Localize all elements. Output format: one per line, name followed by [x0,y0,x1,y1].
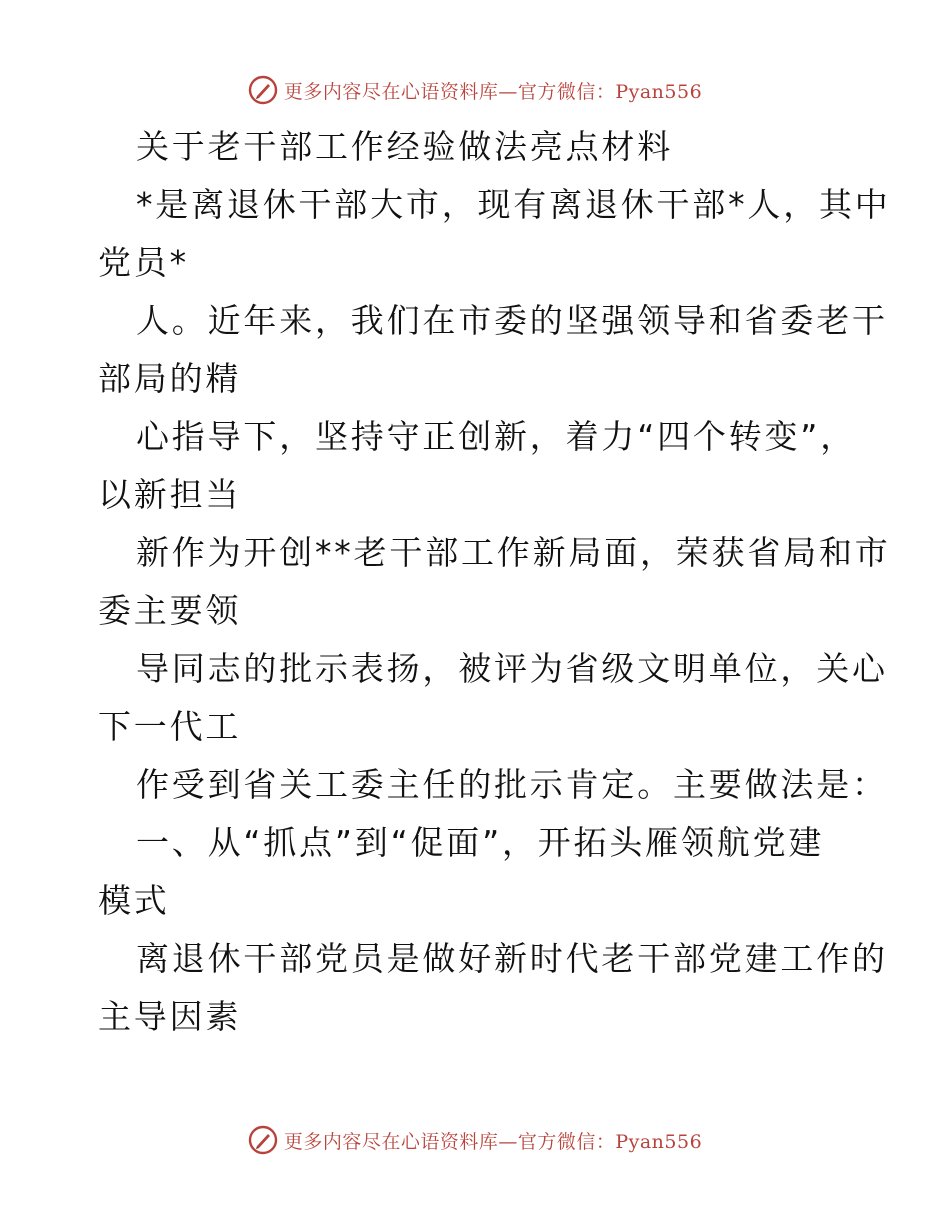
header-watermark-text: 更多内容尽在心语资料库—官方微信：Pyan556 [283,80,703,103]
document-line: 以新担当 [98,475,242,514]
document-line: 离退休干部党员是做好新时代老干部党建工作的 [136,939,888,978]
document-line: *是离退休干部大市，现有离退休干部*人，其中 [136,185,891,224]
document-line: 下一代工 [98,707,242,746]
pen-logo-icon [248,1125,278,1155]
document-body [98,118,891,1046]
footer-watermark-banner [0,1120,950,1160]
document-line: 作受到省关工委主任的批示肯定。主要做法是： [136,765,888,804]
footer-watermark-text: 更多内容尽在心语资料库—官方微信：Pyan556 [283,1130,703,1153]
document-line: 主导因素 [98,997,242,1036]
header-watermark-banner [0,70,950,110]
document-line: 部局的精 [98,359,242,398]
document-line: 导同志的批示表扬，被评为省级文明单位，关心 [136,649,888,688]
pen-logo-icon [248,75,278,105]
document-line: 心指导下，坚持守正创新，着力“四个转变”， [136,417,856,456]
document-line: 党员* [98,243,189,282]
document-line: 委主要领 [98,591,242,630]
document-line: 模式 [98,881,170,920]
document-line: 关于老干部工作经验做法亮点材料 [136,127,673,166]
document-line: 人。近年来，我们在市委的坚强领导和省委老干 [136,301,888,340]
document-line: 一、从“抓点”到“促面”，开拓头雁领航党建 [136,823,825,862]
document-line: 新作为开创**老干部工作新局面，荣获省局和市 [136,533,891,572]
